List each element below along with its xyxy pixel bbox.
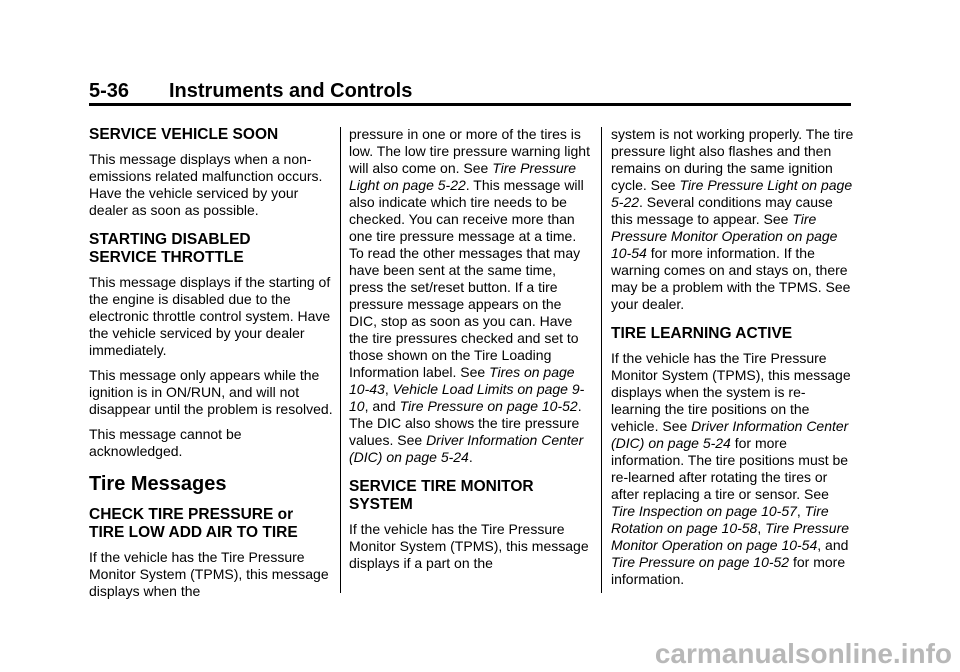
text-segment: , xyxy=(757,520,766,536)
cross-reference: Vehicle Load Limits on page 9-10 xyxy=(349,381,585,414)
text-segment: , and xyxy=(817,537,849,553)
text-segment: , xyxy=(384,381,393,397)
text-segment: . Several conditions may cause this message to appear. See xyxy=(611,194,833,227)
cross-reference: Tire Inspection on page 10-57 xyxy=(611,503,797,519)
cross-reference: Tire Pressure Monitor Operation on page 10-54 xyxy=(611,520,850,553)
paragraph-service-vehicle-soon: This message displays when a non-emissions related malfunction occurs. Have the vehicle serviced by your dealer as soon as possible. xyxy=(89,151,323,218)
text-segment: , and xyxy=(364,398,400,414)
cross-reference: Tire Pressure Monitor Operation on page 10-54 xyxy=(611,211,838,261)
cross-reference: Tire Pressure Light on page 5-22 xyxy=(611,177,853,210)
text-segment: . This message will also indicate which tire needs to be checked. You can receive more than one tire pressure message at a time. To read the other messages that may have been sent at the same time, press the set/reset button. If a tire pressure message appears on the DIC, stop as soon as you can. Have the tire pressures checked and set to those shown on the Tire Loading Information label. See xyxy=(349,177,584,380)
text-segment: If the vehicle has the Tire Pressure Monitor System (TPMS), this message displays when the system is re-learning the tire positions on the vehicle. See xyxy=(611,350,851,434)
heading-starting-line2: SERVICE THROTTLE xyxy=(89,249,244,266)
cross-reference: Tires on page 10-43 xyxy=(349,364,575,397)
header-rule xyxy=(89,103,851,106)
cross-reference: Driver Information Center (DIC) on page 5-24 xyxy=(349,432,584,465)
watermark: carmanualsonline.info xyxy=(654,638,952,669)
paragraph-starting-disabled: This message displays if the starting of the engine is disabled due to the electronic throttle control system. Have the vehicle serviced by your dealer immediately. xyxy=(89,274,331,358)
paragraph-check-tire-pressure: If the vehicle has the Tire Pressure Monitor System (TPMS), this message displays when the xyxy=(89,549,329,599)
heading-service-tire-monitor xyxy=(349,478,593,514)
cross-reference: Tire Pressure on page 10-52 xyxy=(611,554,790,570)
heading-tire-messages: Tire Messages xyxy=(89,473,227,495)
text-segment: . The DIC also shows the tire pressure values. See xyxy=(349,398,582,448)
paragraph-tire-learning xyxy=(611,350,855,588)
text-segment: for more information. If the warning comes on and stays on, there may be a problem with the TPMS. See your dealer. xyxy=(611,245,851,312)
heading-starting-disabled xyxy=(89,231,333,267)
cross-reference: Tire Pressure on page 10-52 xyxy=(399,398,578,414)
text-segment: for more information. The tire positions must be re-learned after rotating the tires or after replacing a tire or sensor. See xyxy=(611,435,849,502)
text-segment: for more information. xyxy=(611,554,846,587)
column-3 xyxy=(611,126,855,588)
column-1 xyxy=(89,126,333,600)
paragraph-service-tire-monitor: If the vehicle has the Tire Pressure Monitor System (TPMS), this message displays if a part on the xyxy=(349,521,589,571)
heading-check-tire-pressure xyxy=(89,506,333,542)
paragraph-cannot-acknowledge: This message cannot be acknowledged. xyxy=(89,426,242,459)
heading-starting-line1: STARTING DISABLED xyxy=(89,231,251,248)
heading-stm-line2: SYSTEM xyxy=(349,496,413,513)
column-divider-2 xyxy=(601,127,602,593)
text-segment: system is not working properly. The tire pressure light also flashes and then remains on during the same ignition cycle. See xyxy=(611,126,854,193)
cross-reference: Tire Pressure Light on page 5-22 xyxy=(349,160,577,193)
paragraph-system-not-working xyxy=(611,126,855,313)
heading-tire-learning-active: TIRE LEARNING ACTIVE xyxy=(611,325,793,342)
heading-check-line1: CHECK TIRE PRESSURE or xyxy=(89,506,294,523)
heading-stm-line1: SERVICE TIRE MONITOR xyxy=(349,478,534,495)
text-segment: , xyxy=(796,503,805,519)
section-title: Instruments and Controls xyxy=(169,80,413,102)
cross-reference: Driver Information Center (DIC) on page 5-24 xyxy=(611,418,849,451)
heading-check-line2: TIRE LOW ADD AIR TO TIRE xyxy=(89,524,298,541)
heading-service-vehicle-soon: SERVICE VEHICLE SOON xyxy=(89,126,279,143)
text-segment: . xyxy=(468,449,473,465)
text-segment: pressure in one or more of the tires is low. The low tire pressure warning light will also come on. See xyxy=(349,126,590,176)
page-number: 5-36 xyxy=(89,80,130,102)
column-2 xyxy=(349,126,593,572)
paragraph-low-tire-pressure xyxy=(349,126,593,466)
column-divider-1 xyxy=(340,127,341,593)
paragraph-only-appears: This message only appears while the ignition is in ON/RUN, and will not disappear until the problem is resolved. xyxy=(89,367,333,417)
cross-reference: Tire Rotation on page 10-58 xyxy=(611,503,829,536)
